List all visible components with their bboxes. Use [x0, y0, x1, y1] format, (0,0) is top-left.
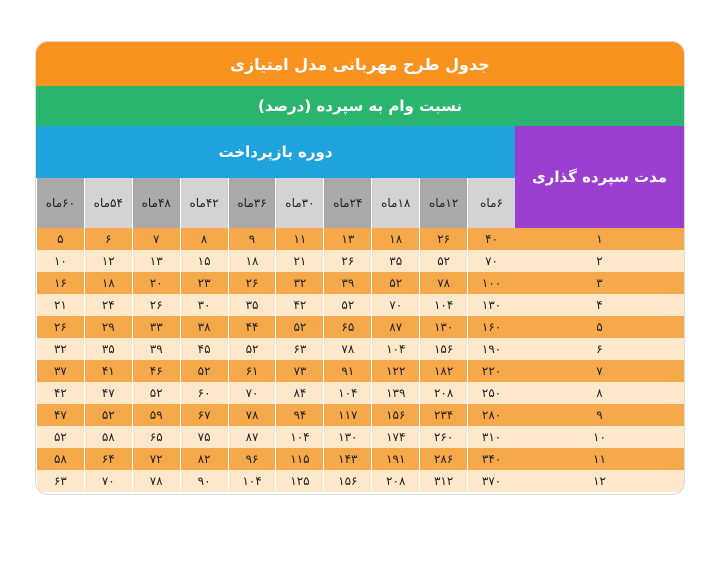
ratio-cell: ۳۱۲: [419, 470, 467, 492]
ratio-cell: ۱۱: [275, 228, 323, 250]
ratio-cell: ۲۶: [228, 272, 276, 294]
ratio-cell: ۱۰۴: [275, 426, 323, 448]
ratio-cell: ۱۰۴: [419, 294, 467, 316]
table-row: [36, 250, 684, 272]
ratio-cell: ۵۲: [132, 382, 180, 404]
ratio-cell: ۵۲: [275, 316, 323, 338]
ratio-cell: ۲۲۰: [467, 360, 515, 382]
table-row: [36, 294, 684, 316]
table-row: [36, 338, 684, 360]
ratio-cell: ۶۴: [84, 448, 132, 470]
ratio-cell: ۱۲: [84, 250, 132, 272]
ratio-cell: ۲۰۸: [371, 470, 419, 492]
month-header-cell: ۲۴ماه: [323, 178, 371, 228]
ratio-cell: ۹۱: [323, 360, 371, 382]
ratio-cell: ۱۰۰: [467, 272, 515, 294]
ratio-cell: ۱۲۲: [371, 360, 419, 382]
ratio-cell: ۳۹: [323, 272, 371, 294]
loan-table-card: [36, 42, 684, 494]
ratio-cell: ۴۶: [132, 360, 180, 382]
ratio-cell: ۴۲: [36, 382, 84, 404]
month-header-cell: ۱۸ماه: [371, 178, 419, 228]
ratio-cell: ۷۰: [371, 294, 419, 316]
month-header-cell: ۴۲ماه: [180, 178, 228, 228]
month-header-cell: ۶ماه: [467, 178, 515, 228]
table-row: [36, 316, 684, 338]
ratio-cell: ۳۷۰: [467, 470, 515, 492]
month-header-cell: ۴۸ماه: [132, 178, 180, 228]
ratio-cell: ۷۸: [132, 470, 180, 492]
ratio-cell: ۳۲: [275, 272, 323, 294]
ratio-cell: ۷۸: [228, 404, 276, 426]
deposit-duration-cell: ۸: [596, 386, 603, 400]
deposit-duration-cell: ۹: [596, 408, 603, 422]
ratio-cell: ۳۵: [228, 294, 276, 316]
ratio-cell: ۴۷: [84, 382, 132, 404]
ratio-cell: ۷۲: [132, 448, 180, 470]
ratio-cell: ۲۶۰: [419, 426, 467, 448]
ratio-cell: ۲۱: [275, 250, 323, 272]
ratio-cell: ۱۰۴: [228, 470, 276, 492]
ratio-cell: ۳۳: [132, 316, 180, 338]
ratio-cell: ۲۳: [180, 272, 228, 294]
table-subtitle: نسبت وام به سپرده (درصد): [36, 86, 684, 126]
ratio-cell: ۷۵: [180, 426, 228, 448]
ratio-cell: ۸: [180, 228, 228, 250]
ratio-cell: ۱۵۶: [323, 470, 371, 492]
ratio-cell: ۲۰۸: [419, 382, 467, 404]
ratio-cell: ۱۳۰: [419, 316, 467, 338]
ratio-cell: ۵۲: [180, 360, 228, 382]
ratio-cell: ۱۳: [132, 250, 180, 272]
ratio-cell: ۶۳: [36, 470, 84, 492]
table-row: [36, 470, 684, 492]
ratio-cell: ۱۱۵: [275, 448, 323, 470]
ratio-cell: ۵۹: [132, 404, 180, 426]
deposit-duration-cell: ۷: [596, 364, 603, 378]
ratio-cell: ۱۵: [180, 250, 228, 272]
ratio-cell: ۵۲: [84, 404, 132, 426]
ratio-cell: ۸۷: [371, 316, 419, 338]
ratio-cell: ۳۲: [36, 338, 84, 360]
ratio-cell: ۹۴: [275, 404, 323, 426]
ratio-cell: ۲۶: [36, 316, 84, 338]
ratio-cell: ۶۱: [228, 360, 276, 382]
deposit-duration-cell: ۳: [596, 276, 603, 290]
deposit-duration-header: مدت سپرده گذاری: [515, 126, 684, 228]
repayment-period-header: دوره بازپرداخت: [36, 126, 515, 178]
ratio-cell: ۱۹۱: [371, 448, 419, 470]
ratio-cell: ۲۴: [84, 294, 132, 316]
ratio-cell: ۳۸: [180, 316, 228, 338]
ratio-cell: ۱۳۹: [371, 382, 419, 404]
deposit-duration-cell: ۱: [596, 232, 603, 246]
ratio-cell: ۱۳۰: [323, 426, 371, 448]
ratio-cell: ۴۲: [275, 294, 323, 316]
month-header-cell: ۱۲ماه: [419, 178, 467, 228]
ratio-cell: ۶۰: [180, 382, 228, 404]
table-row: [36, 448, 684, 470]
month-header-cell: ۳۰ماه: [275, 178, 323, 228]
ratio-cell: ۳۷: [36, 360, 84, 382]
ratio-cell: ۲۶: [132, 294, 180, 316]
deposit-duration-cell: ۱۰: [593, 430, 606, 444]
ratio-cell: ۴۴: [228, 316, 276, 338]
ratio-cell: ۹۰: [180, 470, 228, 492]
deposit-duration-cell: ۴: [596, 298, 603, 312]
ratio-cell: ۲۹: [84, 316, 132, 338]
ratio-cell: ۲۸۶: [419, 448, 467, 470]
ratio-cell: ۱۱۷: [323, 404, 371, 426]
ratio-cell: ۵۲: [36, 426, 84, 448]
ratio-cell: ۳۵: [84, 338, 132, 360]
ratio-cell: ۱۲۵: [275, 470, 323, 492]
ratio-cell: ۵۲: [371, 272, 419, 294]
ratio-cell: ۷۸: [419, 272, 467, 294]
ratio-cell: ۸۲: [180, 448, 228, 470]
ratio-cell: ۶۷: [180, 404, 228, 426]
table-row: [36, 360, 684, 382]
ratio-cell: ۴۱: [84, 360, 132, 382]
ratio-cell: ۱۳۰: [467, 294, 515, 316]
ratio-cell: ۸۴: [275, 382, 323, 404]
ratio-cell: ۲۰: [132, 272, 180, 294]
ratio-cell: ۲۱: [36, 294, 84, 316]
table-title: جدول طرح مهربانی مدل امتیازی: [36, 42, 684, 86]
ratio-cell: ۷۰: [467, 250, 515, 272]
ratio-cell: ۳۵: [371, 250, 419, 272]
ratio-cell: ۵۸: [36, 448, 84, 470]
ratio-cell: ۶: [84, 228, 132, 250]
ratio-cell: ۱۸۲: [419, 360, 467, 382]
table-row: [36, 382, 684, 404]
ratio-cell: ۷: [132, 228, 180, 250]
ratio-cell: ۳۹: [132, 338, 180, 360]
ratio-cell: ۸۷: [228, 426, 276, 448]
deposit-duration-cell: ۱۲: [593, 474, 606, 488]
ratio-cell: ۵: [36, 228, 84, 250]
ratio-cell: ۶۵: [323, 316, 371, 338]
table-row: [36, 404, 684, 426]
ratio-cell: ۴۷: [36, 404, 84, 426]
ratio-cell: ۱۷۴: [371, 426, 419, 448]
deposit-duration-cell: ۱۱: [593, 452, 606, 466]
ratio-cell: ۱۵۶: [371, 404, 419, 426]
deposit-duration-cell: ۶: [596, 342, 603, 356]
ratio-cell: ۱۸: [228, 250, 276, 272]
ratio-cell: ۱۴۳: [323, 448, 371, 470]
months-header-row: [36, 178, 515, 228]
ratio-cell: ۲۶: [323, 250, 371, 272]
ratio-cell: ۱۸: [371, 228, 419, 250]
ratio-cell: ۱۶: [36, 272, 84, 294]
ratio-cell: ۵۸: [84, 426, 132, 448]
deposit-duration-cell: ۲: [596, 254, 603, 268]
ratio-cell: ۷۰: [228, 382, 276, 404]
ratio-cell: ۱۶۰: [467, 316, 515, 338]
ratio-cell: ۱۰۴: [371, 338, 419, 360]
ratio-cell: ۱۰: [36, 250, 84, 272]
ratio-cell: ۳۰: [180, 294, 228, 316]
ratio-cell: ۲۳۴: [419, 404, 467, 426]
ratio-cell: ۶۵: [132, 426, 180, 448]
ratio-cell: ۲۶: [419, 228, 467, 250]
ratio-cell: ۴۵: [180, 338, 228, 360]
deposit-duration-cell: ۵: [596, 320, 603, 334]
table-body: [36, 228, 684, 492]
ratio-cell: ۱۹۰: [467, 338, 515, 360]
ratio-cell: ۱۳: [323, 228, 371, 250]
ratio-cell: ۲۵۰: [467, 382, 515, 404]
ratio-cell: ۱۰۴: [323, 382, 371, 404]
month-header-cell: ۶۰ماه: [36, 178, 84, 228]
ratio-cell: ۹۶: [228, 448, 276, 470]
ratio-cell: ۵۲: [228, 338, 276, 360]
month-header-cell: ۵۴ماه: [84, 178, 132, 228]
table-row: [36, 228, 684, 250]
ratio-cell: ۲۸۰: [467, 404, 515, 426]
ratio-cell: ۵۲: [419, 250, 467, 272]
ratio-cell: ۳۴۰: [467, 448, 515, 470]
ratio-cell: ۱۸: [84, 272, 132, 294]
ratio-cell: ۳۱۰: [467, 426, 515, 448]
ratio-cell: ۷۳: [275, 360, 323, 382]
ratio-cell: ۹: [228, 228, 276, 250]
month-header-cell: ۳۶ماه: [228, 178, 276, 228]
ratio-cell: ۷۰: [84, 470, 132, 492]
ratio-cell: ۶۳: [275, 338, 323, 360]
ratio-cell: ۴۰: [467, 228, 515, 250]
ratio-cell: ۵۲: [323, 294, 371, 316]
ratio-cell: ۷۸: [323, 338, 371, 360]
table-row: [36, 272, 684, 294]
ratio-cell: ۱۵۶: [419, 338, 467, 360]
table-row: [36, 426, 684, 448]
